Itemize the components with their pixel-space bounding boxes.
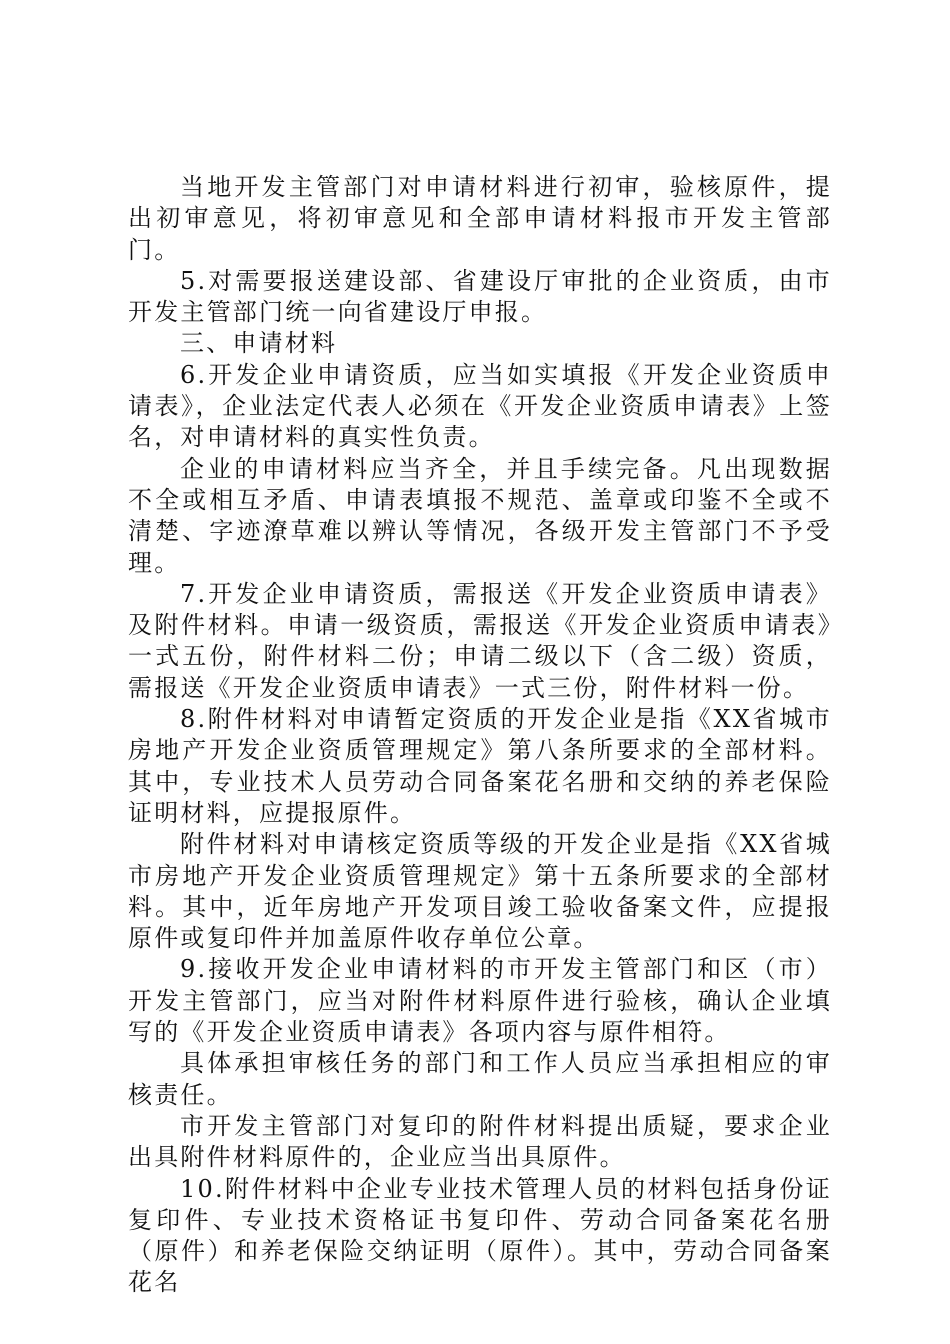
paragraph: 市开发主管部门对复印的附件材料提出质疑，要求企业出具附件材料原件的，企业应当出具原件。 bbox=[128, 1111, 832, 1172]
paragraph: 企业的申请材料应当齐全，并且手续完备。凡出现数据不全或相互矛盾、申请表填报不规范、盖章或印鉴不全或不清楚、字迹潦草难以辨认等情况，各级开发主管部门不予受理。 bbox=[128, 454, 832, 577]
paragraph: 具体承担审核任务的部门和工作人员应当承担相应的审核责任。 bbox=[128, 1049, 832, 1109]
section-heading: 三、申请材料 bbox=[180, 329, 338, 358]
paragraph: 8.附件材料对申请暂定资质的开发企业是指《XX省城市房地产开发企业资质管理规定》第八条所要求的全部材料。其中，专业技术人员劳动合同备案花名册和交纳的养老保险证明材料，应提报原件。 bbox=[128, 705, 832, 827]
paragraph: 7.开发企业申请资质，需报送《开发企业资质申请表》及附件材料。申请一级资质，需报送《开发企业资质申请表》一式五份，附件材料二份；申请二级以下（含二级）资质，需报送《开发企业资质申请表》一式三份，附件材料一份。 bbox=[128, 579, 832, 702]
paragraph: 10.附件材料中企业专业技术管理人员的材料包括身份证复印件、专业技术资格证书复印件、劳动合同备案花名册（原件）和养老保险交纳证明（原件）。其中，劳动合同备案花名 bbox=[128, 1174, 832, 1297]
paragraph: 9.接收开发企业申请材料的市开发主管部门和区（市）开发主管部门，应当对附件材料原件进行验核，确认企业填写的《开发企业资质申请表》各项内容与原件相符。 bbox=[128, 955, 832, 1047]
paragraph: 6.开发企业申请资质，应当如实填报《开发企业资质申请表》，企业法定代表人必须在《开发企业资质申请表》上签名，对申请材料的真实性负责。 bbox=[128, 360, 832, 452]
document-body bbox=[128, 172, 832, 1299]
paragraph: 附件材料对申请核定资质等级的开发企业是指《XX省城市房地产开发企业资质管理规定》第十五条所要求的全部材料。其中，近年房地产开发项目竣工验收备案文件，应提报原件或复印件并加盖原件收存单位公章。 bbox=[128, 830, 832, 953]
paragraph: 5.对需要报送建设部、省建设厅审批的企业资质，由市开发主管部门统一向省建设厅申报。 bbox=[128, 266, 832, 327]
paragraph: 当地开发主管部门对申请材料进行初审，验核原件，提出初审意见，将初审意见和全部申请材料报市开发主管部门。 bbox=[128, 173, 832, 264]
